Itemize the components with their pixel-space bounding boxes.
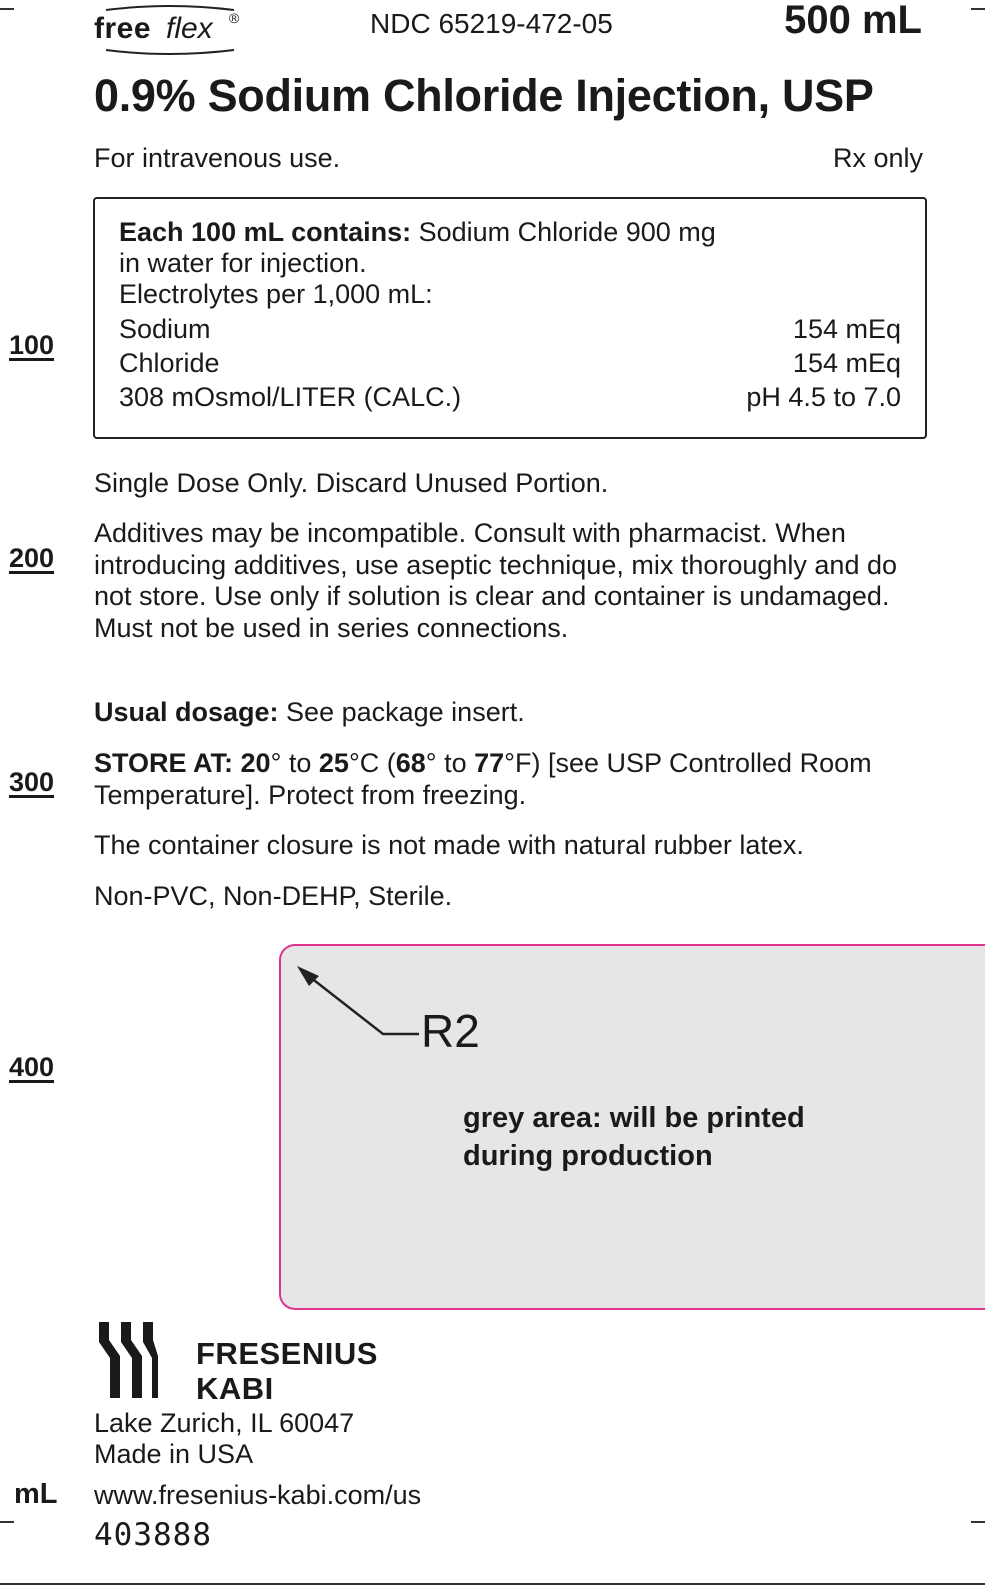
graduation-mark: 100 — [9, 330, 55, 360]
registered-mark: ® — [229, 10, 240, 26]
osmolarity-row: 308 mOsmol/LITER (CALC.) pH 4.5 to 7.0 — [119, 382, 901, 412]
label-code: 403888 — [94, 1517, 212, 1553]
arrow-icon — [289, 956, 429, 1056]
grey-area-note: grey area: will be printed during production — [463, 1102, 805, 1172]
route-of-administration: For intravenous use. — [94, 143, 341, 173]
unit-mark: mL — [14, 1478, 58, 1510]
grey-print-area — [279, 944, 985, 1310]
electrolyte-row: Sodium 154 mEq — [119, 314, 901, 344]
crop-mark — [971, 8, 985, 10]
graduation-mark: 200 — [9, 543, 55, 573]
fresenius-kabi-logo-icon — [94, 1322, 158, 1398]
crop-mark — [0, 1521, 14, 1523]
crop-mark — [0, 8, 14, 10]
manufacturer-website: www.fresenius-kabi.com/us — [94, 1480, 422, 1510]
manufacturer-address: Lake Zurich, IL 60047 — [94, 1408, 355, 1438]
crop-mark — [971, 1521, 985, 1523]
revision-tag: R2 — [421, 1005, 480, 1057]
rx-only: Rx only — [832, 143, 923, 173]
composition-box — [93, 197, 927, 439]
composition-lead: Each 100 mL contains: — [119, 217, 412, 247]
brand-flex: flex — [166, 12, 213, 45]
electrolytes-heading: Electrolytes per 1,000 mL: — [119, 279, 433, 309]
product-title: 0.9% Sodium Chloride Injection, USP — [94, 70, 874, 121]
latex-statement: The container closure is not made with natural rubber latex. — [94, 830, 804, 860]
freeflex-logo — [94, 4, 254, 56]
composition-line2: in water for injection. — [119, 248, 367, 278]
manufacturer-name: FRESENIUS KABI — [196, 1336, 378, 1406]
additives-warning: Additives may be incompatible. Consult with pharmacist. When introducing additives, use aseptic technique, mix thoroughly and do not store. Use only if solution is clear and container is undamaged. Must not be used in series connections. — [94, 518, 897, 643]
electrolyte-row: Chloride 154 mEq — [119, 348, 901, 378]
ndc-number: NDC 65219-472-05 — [370, 8, 613, 39]
single-dose-statement: Single Dose Only. Discard Unused Portion. — [94, 468, 609, 498]
graduation-mark: 300 — [9, 767, 55, 797]
materials-statement: Non-PVC, Non-DEHP, Sterile. — [94, 881, 453, 911]
volume: 500 mL — [784, 0, 922, 42]
usual-dosage: Usual dosage: See package insert. — [94, 697, 525, 727]
graduation-mark: 400 — [9, 1052, 55, 1082]
brand-free: free — [94, 12, 152, 45]
bottom-border — [0, 1583, 985, 1585]
composition-line1: Each 100 mL contains: Sodium Chloride 900 mg — [119, 217, 716, 247]
storage-instructions: STORE AT: 20° to 25°C (68° to 77°F) [see USP Controlled Room Temperature]. Protect from freezing. — [94, 748, 872, 810]
country-of-origin: Made in USA — [94, 1439, 254, 1469]
